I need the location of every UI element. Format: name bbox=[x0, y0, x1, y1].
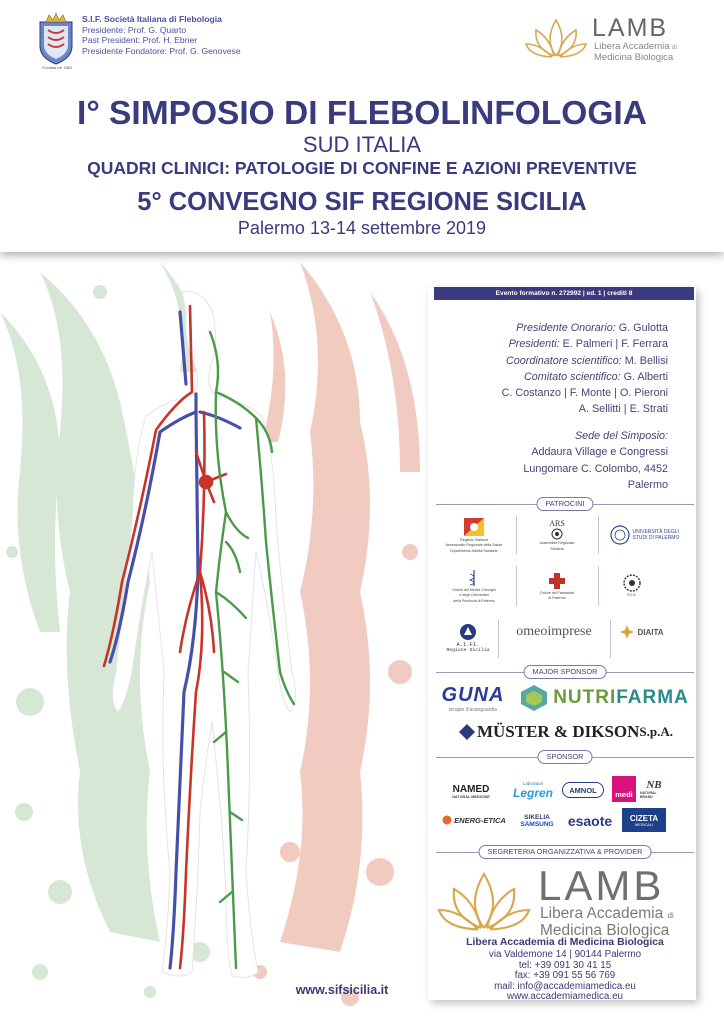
committee-label: Comitato scientifico: bbox=[523, 370, 621, 383]
logo-amnol bbox=[562, 782, 604, 798]
organizer-tel: tel: +39 091 30 41 15 bbox=[518, 959, 612, 971]
divider bbox=[516, 566, 517, 606]
nbrand-tagline: NATURAL BRAND bbox=[640, 791, 657, 799]
sif-info bbox=[82, 14, 241, 56]
logo-sikelia-samsung bbox=[514, 810, 560, 832]
event-date: Palermo 13-14 settembre 2019 bbox=[237, 218, 487, 238]
regione-name: Regione Siciliana bbox=[460, 538, 488, 543]
farma-name: FARMA bbox=[616, 687, 689, 708]
venue-line2: Lungomare C. Colombo, 4452 bbox=[523, 462, 668, 475]
divider bbox=[516, 516, 517, 554]
lamb-line2: Medicina Biologica bbox=[594, 52, 674, 63]
venue-line1: Addaura Village e Congressi bbox=[531, 446, 668, 459]
omeoimprese-name: omeoimprese bbox=[516, 624, 592, 639]
organizer-fax: fax: +39 091 55 56 769 bbox=[514, 970, 616, 982]
honorary-name: G. Gulotta bbox=[615, 322, 668, 334]
sif-emblem-icon bbox=[36, 12, 76, 66]
legren-top: Laboratori bbox=[522, 780, 544, 786]
legren-name: Legren bbox=[512, 785, 553, 800]
presidents bbox=[408, 336, 668, 352]
sif-founder: Presidente Fondatore: Prof. G. Genovese bbox=[82, 45, 241, 56]
sif-emblem-caption: Fondata nel 1983 bbox=[42, 66, 72, 70]
event-credit-bar: Evento formativo n. 272992 | ed. 1 | crediti 8 bbox=[434, 287, 694, 300]
secretariat-label-text: SEGRETERIA ORGANIZZATIVA & PROVIDER bbox=[479, 845, 652, 859]
subtitle-topic: QUADRI CLINICI: PATOLOGIE DI CONFINE E AZIONI PREVENTIVE bbox=[87, 158, 637, 178]
diaita-name: DIAITA bbox=[637, 627, 664, 637]
lamb-word-large: LAMB bbox=[538, 862, 665, 909]
lamb-logo-top bbox=[524, 14, 704, 64]
committee-name: G. Alberti bbox=[620, 370, 668, 383]
logo-aifi bbox=[440, 616, 496, 660]
divider bbox=[610, 620, 611, 658]
lamb-word: LAMB bbox=[592, 14, 669, 42]
website-link[interactable]: www.sifsicilia.it bbox=[295, 983, 389, 997]
committee-block bbox=[408, 320, 668, 418]
venue-line3: Palermo bbox=[627, 478, 668, 491]
omceo-caption: Ordine dei Medici Chirurghi bbox=[452, 588, 496, 593]
farm-caption2: di Palermo bbox=[548, 596, 566, 600]
patrocini-label-text: PATROCINI bbox=[536, 497, 593, 511]
logo-muster-dikson bbox=[438, 720, 694, 744]
lamb-line1-small: di bbox=[672, 45, 677, 51]
rotary-caption: R.I.D. bbox=[627, 593, 637, 598]
sif-name: S.I.F. Società Italiana di Flebologia bbox=[82, 14, 222, 24]
coordinator-label: Coordinatore scientifico: bbox=[505, 354, 622, 367]
honorary-president bbox=[408, 320, 668, 336]
presidents-names: E. Palmeri | F. Ferrara bbox=[559, 338, 668, 351]
lamb-large-line2: Medicina Biologica bbox=[540, 922, 670, 939]
lotus-icon bbox=[436, 868, 532, 934]
logo-medi bbox=[612, 776, 636, 802]
logo-nutrifarma bbox=[514, 684, 694, 712]
logo-named bbox=[440, 780, 502, 802]
esaote-name: esaote bbox=[567, 813, 613, 829]
subtitle-region: SUD ITALIA bbox=[302, 132, 422, 157]
omceo-caption2: e degli Odontoiatri bbox=[459, 593, 489, 598]
lamb-large-line1: Libera Accademia bbox=[540, 905, 664, 922]
diamond-icon bbox=[459, 724, 475, 740]
omceo-caption3: della Provincia di Palermo bbox=[453, 598, 495, 603]
sif-president: Presidente: Prof. G. Quarto bbox=[82, 24, 187, 35]
logo-farmacisti bbox=[518, 564, 596, 608]
organizer-mail[interactable]: mail: info@accademiamedica.eu bbox=[494, 980, 636, 992]
logo-energetica bbox=[438, 810, 510, 830]
sikelia-name: SIKELIA bbox=[524, 814, 550, 821]
caduceus-icon bbox=[468, 569, 480, 587]
convention-title: 5° CONVEGNO SIF REGIONE SICILIA bbox=[137, 188, 587, 216]
organizer-address: via Valdemone 14 | 90144 Palermo bbox=[488, 949, 642, 960]
logo-rotary bbox=[600, 564, 664, 608]
amnol-name: AMNOL bbox=[569, 785, 597, 795]
ars-caption2: Siciliana bbox=[550, 546, 564, 551]
committee-line2: C. Costanzo | F. Monte | O. Pieroni bbox=[501, 387, 668, 400]
cizeta-tagline: MEDICALI bbox=[635, 822, 653, 827]
logo-guna bbox=[438, 684, 508, 712]
patrocini-label bbox=[436, 497, 694, 511]
organizer-web[interactable]: www.accademiamedica.eu bbox=[507, 991, 623, 1003]
lamb-large-line1-small: di bbox=[667, 911, 674, 920]
pharmacy-cross-icon bbox=[548, 572, 566, 590]
header-banner bbox=[0, 0, 724, 252]
logo-cizeta bbox=[622, 808, 666, 832]
named-tagline: NATURAL MEDICINE bbox=[452, 794, 490, 799]
farm-caption: Ordine dei Farmacisti bbox=[539, 590, 575, 595]
guna-name: GUNA bbox=[441, 683, 505, 706]
guna-tagline: terapie d'avanguardia bbox=[449, 706, 497, 713]
main-title: I° SIMPOSIO DI FLEBOLINFOLOGIA bbox=[77, 95, 647, 132]
nbrand-name: NB bbox=[646, 779, 662, 791]
muster-suffix: S.p.A. bbox=[639, 724, 674, 739]
logo-unipa bbox=[600, 514, 692, 556]
unipa-name: UNIVERSITÀ DEGLI STUDI DI PALERMO bbox=[632, 529, 680, 541]
logo-legren bbox=[508, 778, 558, 802]
samsung-name: SAMSUNG bbox=[520, 821, 554, 828]
organizer-name: Libera Accademia di Medicina Biologica bbox=[466, 937, 664, 948]
lamb-logo-large bbox=[436, 862, 686, 940]
divider bbox=[598, 566, 599, 606]
honorary-label: Presidente Onorario: bbox=[516, 322, 616, 334]
logo-natural-brand bbox=[640, 776, 668, 802]
major-sponsor-label-text: MAJOR SPONSOR bbox=[524, 665, 607, 679]
cizeta-name: CIZETA bbox=[629, 813, 659, 823]
organizer-contacts bbox=[436, 950, 694, 1003]
energy-icon bbox=[442, 815, 452, 825]
energetica-name: ENERG-ETICA bbox=[454, 815, 506, 825]
committee-line3: A. Sellitti | E. Strati bbox=[578, 403, 668, 416]
divider bbox=[598, 516, 599, 554]
hexagon-icon bbox=[519, 684, 549, 712]
lamb-subtitle-large bbox=[540, 906, 674, 938]
muster-name: MÜSTER & DIKSON bbox=[476, 722, 640, 741]
university-seal-icon bbox=[610, 525, 630, 545]
logo-esaote bbox=[562, 810, 618, 832]
regione-caption2: Dipartimento Attività Sanitarie bbox=[450, 548, 498, 553]
ars-caption: Assemblea Regionale bbox=[539, 541, 575, 546]
secretariat-label bbox=[436, 845, 694, 859]
logo-diaita bbox=[612, 620, 672, 644]
aifi-icon bbox=[459, 623, 477, 641]
coordinator bbox=[408, 353, 668, 369]
gear-emblem-icon bbox=[623, 574, 641, 592]
ars-emblem-icon bbox=[550, 528, 564, 540]
lamb-subtitle bbox=[594, 42, 677, 63]
sif-past-president: Past President: Prof. H. Ebner bbox=[82, 35, 198, 46]
logo-omceo bbox=[436, 564, 512, 608]
aifi-name: A.I.FI. bbox=[456, 641, 480, 648]
major-sponsor-label bbox=[436, 665, 694, 679]
regione-caption: Assessorato Regionale della Salute bbox=[445, 543, 503, 548]
named-name: NAMED bbox=[452, 783, 490, 795]
logo-regione-siciliana bbox=[436, 514, 512, 556]
logo-omeoimprese bbox=[500, 620, 608, 644]
nutri-name: NUTRI bbox=[553, 687, 617, 708]
trinacria-icon bbox=[463, 517, 485, 537]
scientific-committee bbox=[408, 369, 668, 385]
divider bbox=[498, 620, 499, 658]
ars-name: ARS bbox=[549, 519, 565, 529]
sponsor-label-text: SPONSOR bbox=[538, 750, 593, 764]
venue-label: Sede del Simposio: bbox=[574, 430, 668, 442]
venue-block bbox=[408, 428, 668, 493]
lamb-line1: Libera Accademia bbox=[594, 41, 670, 52]
presidents-label: Presidenti: bbox=[508, 338, 560, 351]
logo-ars bbox=[518, 514, 596, 556]
sponsor-label bbox=[436, 750, 694, 764]
lotus-icon bbox=[524, 16, 588, 60]
aifi-region: Regione Sicilia bbox=[446, 648, 490, 653]
coordinator-name: M. Bellisi bbox=[621, 354, 668, 367]
medi-name: medi bbox=[615, 790, 633, 799]
diaita-star-icon bbox=[620, 625, 634, 639]
